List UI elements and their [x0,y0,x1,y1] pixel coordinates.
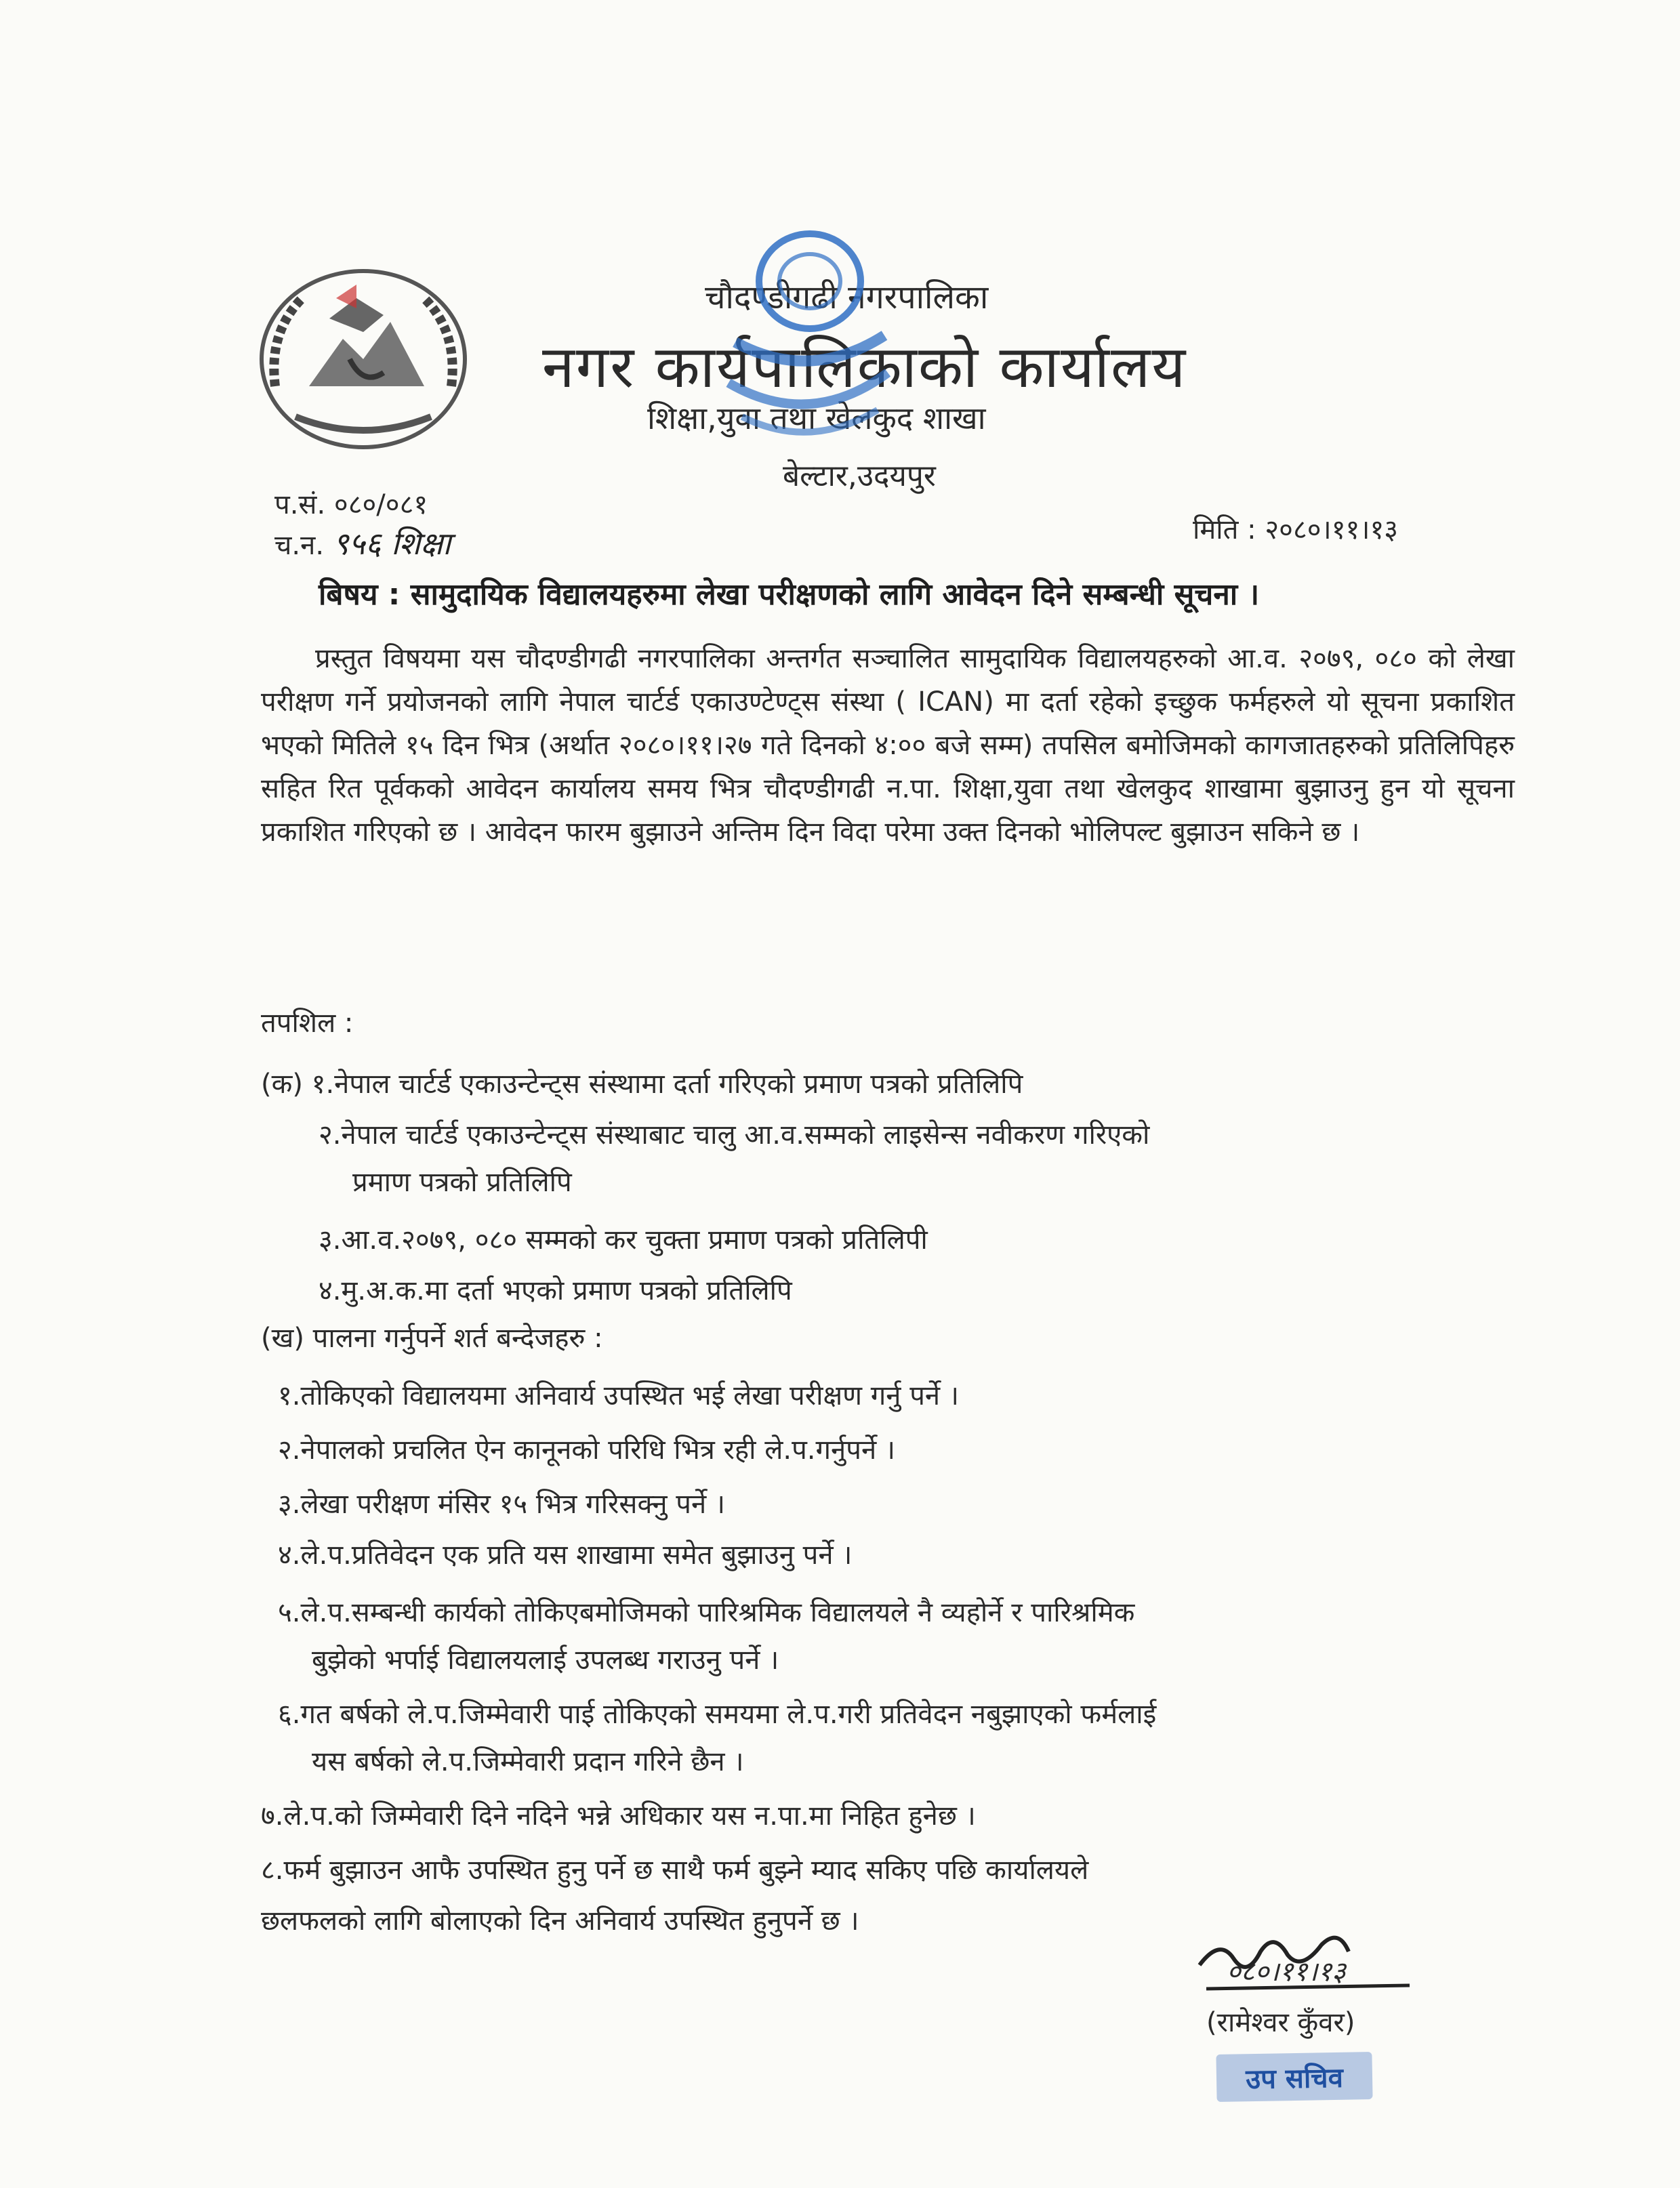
section-ka-label: (क) १.नेपाल चार्टर्ड एकाउन्टेन्ट्स संस्थामा दर्ता गरिएको प्रमाण पत्रको प्रतिलिपि [261,1069,1023,1100]
list-item: ४.ले.प.प्रतिवेदन एक प्रति यस शाखामा समेत बुझाउनु पर्ने । [278,1540,853,1571]
list-item: बुझेको भर्पाई विद्यालयलाई उपलब्ध गराउनु पर्ने । [312,1645,779,1676]
municipality-name: चौदण्डीगढी नगरपालिका [705,278,989,316]
office-title: नगर कार्यपालिकाको कार्यालय [542,333,1187,401]
notice-date: मिति : २०८०।११।१३ [1193,514,1399,545]
list-item: २.नेपालको प्रचलित ऐन कानूनको परिधि भित्र रही ले.प.गर्नुपर्ने । [278,1434,896,1466]
dispatch-label: च.न. [274,530,325,561]
signature-date: ०८०।११।१३ [1227,1956,1346,1987]
list-item: ३.लेखा परीक्षण मंसिर १५ भित्र गरिसक्नु पर्ने । [278,1489,726,1520]
nepal-emblem-icon [255,257,472,454]
list-item: यस बर्षको ले.प.जिम्मेवारी प्रदान गरिने छैन । [312,1746,744,1777]
office-address: बेल्टार,उदयपुर [783,459,936,493]
office-seal-icon [722,227,891,451]
tapsil-label: तपशिल : [261,1008,354,1039]
list-item: ३.आ.व.२०७९, ०८० सम्मको कर चुक्ता प्रमाण पत्रको प्रतिलिपी [319,1224,928,1256]
list-item: छलफलको लागि बोलाएको दिन अनिवार्य उपस्थित हुनुपर्ने छ । [261,1905,859,1937]
list-item: २.नेपाल चार्टर्ड एकाउन्टेन्ट्स संस्थाबाट चालु आ.व.सम्मको लाइसेन्स नवीकरण गरिएको [319,1119,1150,1151]
designation-stamp: उप सचिव [1216,2052,1372,2102]
list-item: १.तोकिएको विद्यालयमा अनिवार्य उपस्थित भई लेखा परीक्षण गर्नु पर्ने । [278,1380,959,1411]
section-name: शिक्षा,युवा तथा खेलकुद शाखा [647,400,986,436]
list-item: प्रमाण पत्रको प्रतिलिपि [352,1167,572,1198]
letter-number: प.सं. ०८०/०८१ [274,489,428,520]
list-item: ५.ले.प.सम्बन्धी कार्यको तोकिएबमोजिमको पारिश्रमिक विद्यालयले नै व्यहोर्ने र पारिश्रमिक [278,1597,1135,1628]
list-item: ६.गत बर्षको ले.प.जिम्मेवारी पाई तोकिएको समयमा ले.प.गरी प्रतिवेदन नबुझाएको फर्मलाई [278,1699,1157,1730]
body-paragraph: प्रस्तुत विषयमा यस चौदण्डीगढी नगरपालिका अन्तर्गत सञ्चालित सामुदायिक विद्यालयहरुको आ.व. २०७९, ०८० को लेखा परीक्षण गर्ने प्रयोजनको लागि नेपाल चार्टर्ड एकाउण्टेण्ट्स संस्था ( ICAN) मा दर्ता रहेको इच्छुक फर्महरुले यो सूचना प्रकाशित भएको मितिले १५ दिन भित्र (अर्थात २०८०।११।२७ गते दिनको ४:०० बजे सम्म) तपसिल बमोजिमको कागजातहरुको प्रतिलिपिहरु सहित रित पूर्वकको आवेदन कार्यालय समय भित्र चौदण्डीगढी न.पा. शिक्षा,युवा तथा खेलकुद शाखामा बुझाउनु हुन यो सूचना प्रकाशित गरिएको छ । आवेदन फारम बुझाउने अन्तिम दिन विदा परेमा उक्त दिनको भोलिपल्ट बुझाउन सकिने छ । [261,643,1515,848]
signatory-name: (रामेश्वर कुँवर) [1206,2007,1355,2038]
list-item: ७.ले.प.को जिम्मेवारी दिने नदिने भन्ने अधिकार यस न.पा.मा निहित हुनेछ । [261,1800,976,1832]
dispatch-number [274,522,451,564]
section-kha-label: (ख) पालना गर्नुपर्ने शर्त बन्देजहरु : [261,1323,603,1354]
list-item: ८.फर्म बुझाउन आफै उपस्थित हुनु पर्ने छ साथै फर्म बुझ्ने म्याद सकिए पछि कार्यालयले [261,1855,1089,1886]
subject-line: बिषय : सामुदायिक विद्यालयहरुमा लेखा परीक्षणको लागि आवेदन दिने सम्बन्धी सूचना । [319,577,1260,612]
dispatch-handwritten: ९५६ शिक्षा [332,525,451,562]
list-item: ४.मु.अ.क.मा दर्ता भएको प्रमाण पत्रको प्रतिलिपि [319,1275,792,1306]
